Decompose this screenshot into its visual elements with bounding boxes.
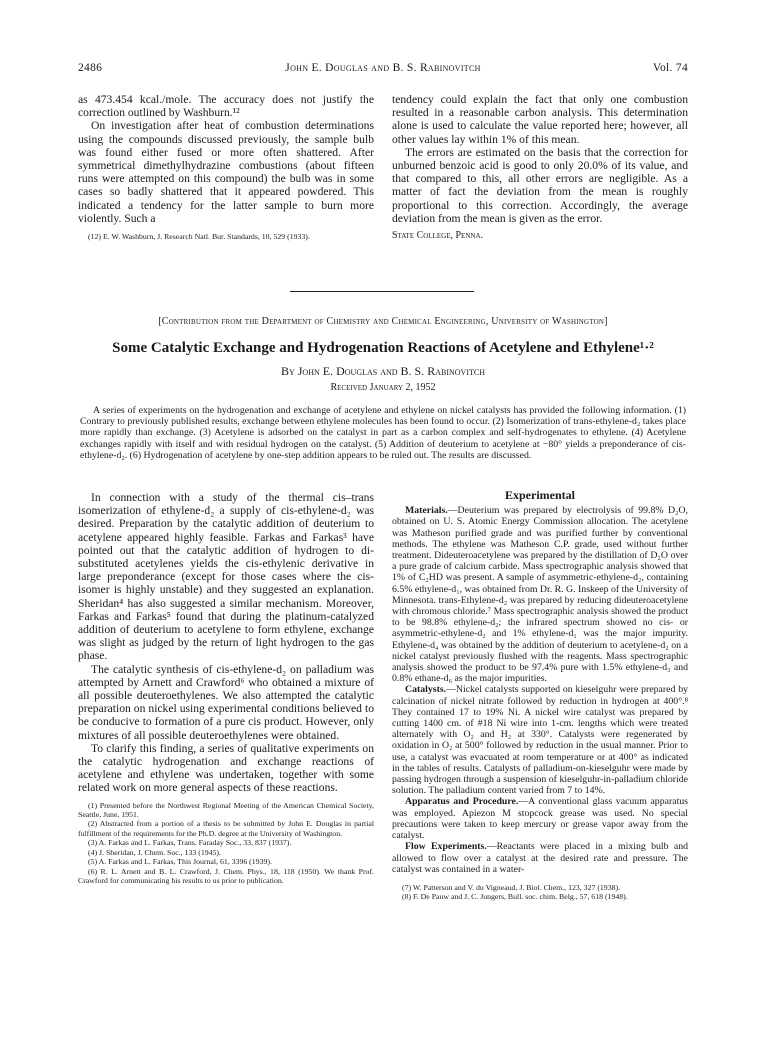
- paragraph-apparatus: [392, 796, 688, 841]
- paragraph: On investigation after heat of combustion determinations using the compounds discussed previously, the sample bulb was found either fused or more often shattered. After symmetrical dimethylhydrazine combustions (about fifteen runs were attempted on this compound) the bulb was in some cases so badly shattered that it appeared powdered. This indicated a tendency for the latter sample to burn more violently. Such a: [78, 119, 374, 225]
- footnotes: [392, 883, 688, 902]
- footnote: (12) E. W. Washburn, J. Research Natl. Bur. Standards, 10, 529 (1933).: [88, 232, 310, 242]
- article-title: Some Catalytic Exchange and Hydrogenation Reactions of Acetylene and Ethylene¹·²: [112, 340, 654, 356]
- top-left-column: [78, 93, 374, 241]
- footnote: (1) Presented before the Northwest Regional Meeting of the American Chemical Society, Seattle, June, 1951.: [78, 800, 374, 820]
- run-in-heading: Flow Experiments.: [405, 841, 487, 853]
- paragraph: In connection with a study of the thermal cis–trans isomerization of ethylene-d₂ a supply of cis-ethylene-d₂ was desired. Preparation by the catalytic addition of deuterium to acetylene appeared highly feasible. Farkas and Farkas³ have pointed out that the catalytic addition of hydrogen to di-substituted acetylenes yields the cis-ethylenic derivative in large preponderance (except for those cases where the cis-isomer is highly unstable) and they suggested an explanation. Sheridan⁴ has also suggested a similar mechanism. Moreover, Farkas and Farkas⁵ found that during the platinum-catalyzed addition of deuterium to acetylene to form ethylene, exchange was slight as judged by the return of light hydrogen to the gas phase.: [78, 491, 374, 663]
- footnote: (2) Abstracted from a portion of a thesis to be submitted by John E. Douglas in partial fulfillment of the requirements for the Ph.D. degree at the University of Washington.: [78, 819, 374, 838]
- paragraph-text: —Nickel catalysts supported on kieselguhr were prepared by calcination of nickel nitrate followed by reduction in hydrogen at 400°.⁸ They contained 17 to 19% Ni. A nickel wire catalyst was prepared by cutting 1400 cm. of #18 Ni wire into 1-cm. lengths which were treated alternately with O₂ and H₂ at 330°. Catalysts were regenerated by oxidation in O₂ at 500° followed by reduction in the usual manner. Prior to use, a catalyst was evacuated at room temperature or at 400° as indicated in the tables of results. Catalysts of palladium-on-kieselguhr were made by passing hydrogen through a suspension of kieselguhr-in-palladium chloride solution. The palladium content varied from 7 to 14%.: [392, 684, 688, 797]
- paragraph-catalysts: [392, 684, 688, 796]
- run-in-heading: Catalysts.: [405, 684, 447, 696]
- received-date: Received January 2, 1952: [330, 382, 436, 393]
- running-header: [78, 62, 688, 78]
- footnote: (6) R. L. Arnett and B. L. Crawford, J. Chem. Phys., 18, 118 (1950). We thank Prof. Crawford for communicating his results to us prior to publication.: [78, 866, 374, 885]
- contribution-line: [Contribution from the Department of Chemistry and Chemical Engineering, University of Washington]: [158, 316, 608, 327]
- running-title: John E. Douglas and B. S. Rabinovitch: [285, 62, 481, 74]
- paragraph-text: —Deuterium was prepared by electrolysis of 99.8% D₂O, obtained on U. S. Atomic Energy Commission allocation. The acetylene was Matheson purified grade and was purified further by conventional methods. The ethylene was Matheson C.P. grade, used without further treatment. Dideuteroacetylene was prepared by the distillation of D₂O over a pure grade of calcium carbide. Mass spectrographic analysis showed that 1% of C₂HD was present. A sample of asymmetric-ethylene-d₂, containing 6.5% ethylene-d₁, was obtained from Dr. R. G. Inskeep of the University of Minnesota. trans-Ethylene-d₂ was prepared by reducing dideuteroacetylene with chromous chloride.⁷ Mass spectrographic analysis showed the product to be 98.8% ethylene-d₂; the infrared spectrum showed no cis- or asymmetric-ethylene-d₂ and 1% ethylene-d₁ was the major impurity. Ethylene-d₄ was obtained by the addition of deuterium to acetylene-d₂ on a nickel catalyst previously flushed with the reagents. Mass spectrographic analysis showed the product to be 97.4% pure with 1.5% ethylene-d₃ and 0.8% ethane-d₆ as the major impurities.: [392, 505, 688, 685]
- section-divider: [290, 291, 474, 292]
- paragraph: as 473.454 kcal./mole. The accuracy does not justify the correction outlined by Washburn.¹²: [78, 93, 374, 120]
- footnotes: [78, 801, 374, 886]
- paragraph: The catalytic synthesis of cis-ethylene-d₂ on palladium was attempted by Arnett and Crawford⁶ who obtained a mixture of all possible deuteroethylenes. We also attempted the catalytic preparation on nickel using experimental conditions believed to be conducive to formation of a pure cis product. However, only mixtures of all possible deuteroethylenes were obtained.: [78, 662, 374, 742]
- section-heading-experimental: Experimental: [505, 488, 575, 502]
- paragraph: The errors are estimated on the basis that the correction for unburned benzoic acid is good to only 20.0% of its value, and that compared to this, all other errors are negligible. As a matter of fact the deviation from the mean is roughly proportional to this correction. Accordingly, the average deviation from the mean is given as the error.: [392, 145, 688, 225]
- authors: By John E. Douglas and B. S. Rabinovitch: [280, 364, 485, 378]
- left-main-column: [78, 491, 374, 885]
- footnote: (5) A. Farkas and L. Farkas, This Journal, 61, 3396 (1939).: [88, 857, 272, 867]
- abstract-text: A series of experiments on the hydrogenation and exchange of acetylene and ethylene on nickel catalysts has provided the following information. (1) Contrary to previously published results, exchange between ethylene molecules has been found to occur. (2) Isomerization of trans-ethylene-d₂ takes place more rapidly than exchange. (3) Acetylene is adsorbed on the catalyst in part as a carbon complex and self-hydrogenates to ethylene. (4) Acetylene exchanges rapidly with itself and with residual hydrogen on the catalyst. (5) Addition of deuterium to acetylene at −80° yields a preponderance of cis-ethylene-d₂. (6) Hydrogenation of acetylene by one-step addition appears to be ruled out. The results are discussed.: [80, 405, 686, 461]
- paragraph: tendency could explain the fact that only one combustion resulted in a reasonable carbon analysis. This determination alone is used to calculate the value reported here; however, all other values lay within 1% of this mean.: [392, 93, 688, 146]
- run-in-heading: Apparatus and Procedure.: [405, 796, 519, 808]
- abstract: [80, 405, 686, 461]
- footnote: (4) J. Sheridan, J. Chem. Soc., 133 (1945).: [88, 847, 221, 857]
- footnote: (8) F. De Pauw and J. C. Jungers, Bull. soc. chim. Belg., 57, 618 (1948).: [402, 892, 628, 902]
- paragraph-text: —Reactants were placed in a mixing bulb and allowed to flow over a catalyst at the desired rate and pressure. The catalyst was contained in a water-: [392, 841, 688, 875]
- footnote: (7) W. Patterson and V. du Vigneaud, J. Biol. Chem., 123, 327 (1938).: [402, 882, 621, 892]
- paragraph: To clarify this finding, a series of qualitative experiments on the catalytic hydrogenation and exchange reactions of acetylene and ethylene was undertaken, together with some related work on more general aspects of these reactions.: [78, 741, 374, 795]
- paragraph-flow: [392, 841, 688, 875]
- footnote: (3) A. Farkas and L. Farkas, Trans. Faraday Soc., 33, 837 (1937).: [88, 838, 292, 848]
- paragraph-text: —A conventional glass vacuum apparatus was employed. Apiezon M stopcock grease was used. No special precautions were taken to keep mercury or grease vapor away from the catalyst.: [392, 796, 688, 842]
- paragraph-materials: [392, 505, 688, 684]
- right-main-column: [392, 490, 688, 902]
- page-number: 2486: [78, 62, 103, 74]
- run-in-heading: Materials.: [405, 505, 448, 517]
- affiliation: State College, Penna.: [392, 230, 483, 242]
- top-right-column: [392, 93, 688, 242]
- volume-label: Vol. 74: [652, 62, 688, 74]
